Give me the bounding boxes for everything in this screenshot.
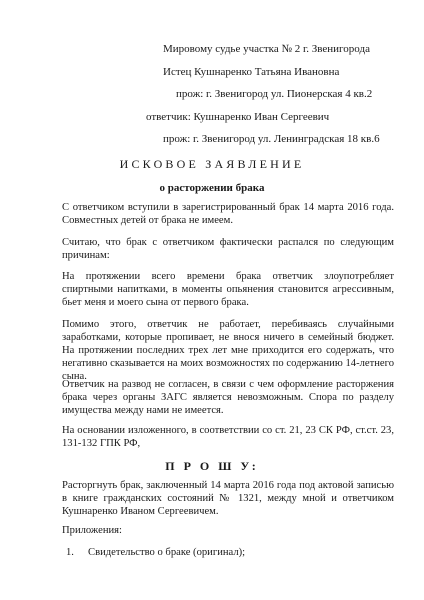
document-subtitle: о расторжении брака (159, 182, 265, 194)
addressee-line: Мировому судье участка № 2 г. Звенигорода (163, 43, 370, 55)
attachment-number: 1. (66, 547, 74, 558)
paragraph-reasons-intro: Считаю, что брак с ответчиком фактически распался по следующим причинам: (62, 237, 394, 261)
paragraph-legal-basis: На основании изложенного, в соответствии со ст. 21, 23 СК РФ, ст.ст. 23, 131-132 ГПК РФ, (62, 425, 394, 449)
request-text: Расторгнуть брак, заключенный 14 марта 2016 года под актовой записью в книге гражданских состояний № 1321, между мной и ответчиком Кушнаренко Иваном Сергеевичем. (62, 480, 394, 517)
paragraph-alcohol: На протяжении всего времени брака ответчик злоупотребляет спиртными напитками, в моменты опьянения становится агрессивным, бьет меня и моего сына от первого брака. (62, 271, 394, 308)
paragraph-marriage: С ответчиком вступили в зарегистрированный брак 14 марта 2016 года. Совместных детей от брака не имеем. (62, 202, 394, 226)
defendant-address-line: прож: г. Звенигород ул. Ленинградская 18 кв.6 (163, 133, 380, 145)
attachment-text: Свидетельство о браке (оригинал); (88, 547, 246, 558)
request-heading: П Р О Ш У: (165, 459, 259, 473)
plaintiff-address-line: прож: г. Звенигород ул. Пионерская 4 кв.2 (176, 88, 373, 100)
plaintiff-line: Истец Кушнаренко Татьяна Ивановна (163, 66, 340, 78)
paragraph-unemployment: Помимо этого, ответчик не работает, перебиваясь случайными заработками, которые пропивает, не внося ничего в семейный бюджет. На протяжении последних трех лет мне приходится его содержать, что негативно сказывается на моих возможностях по содержанию 14-летнего сына. (62, 319, 394, 382)
attachment-item (62, 546, 245, 559)
document-title: ИСКОВОЕ ЗАЯВЛЕНИЕ (119, 157, 305, 171)
defendant-line: ответчик: Кушнаренко Иван Сергеевич (146, 111, 330, 123)
paragraph-disagreement: Ответчик на развод не согласен, в связи с чем оформление расторжения брака через органы ЗАГС является невозможным. Спора по разделу имущества между нами не имеется. (62, 379, 394, 416)
attachments-heading: Приложения: (62, 525, 122, 536)
